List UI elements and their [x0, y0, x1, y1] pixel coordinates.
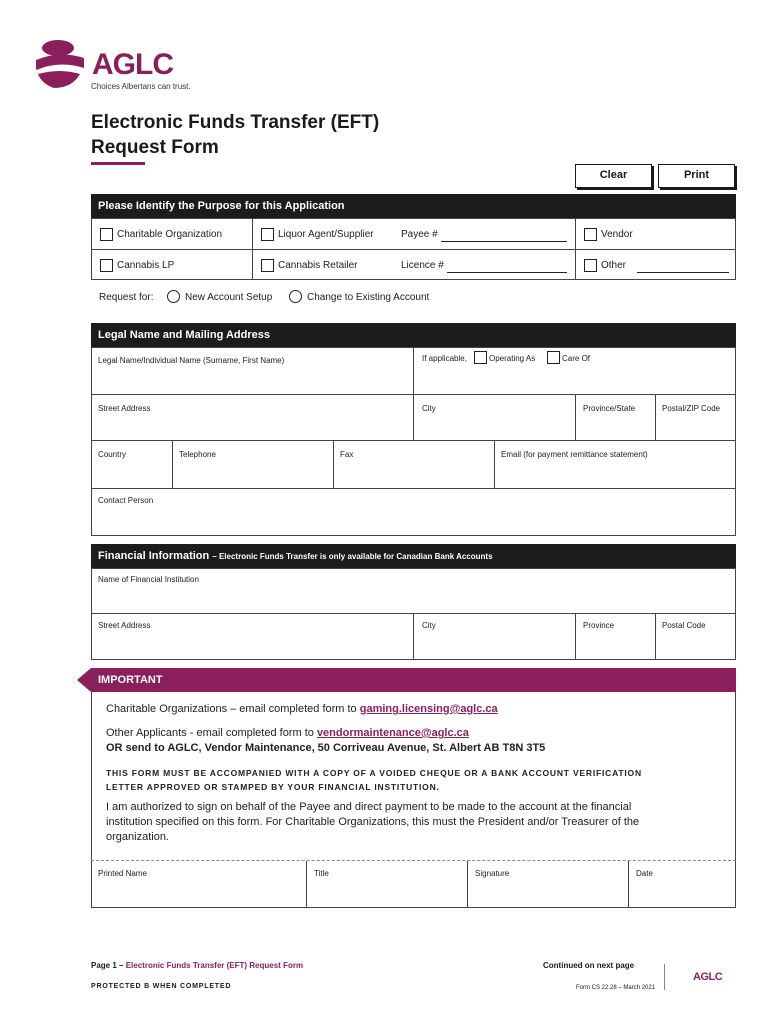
footer-form-name: Electronic Funds Transfer (EFT) Request Form: [125, 961, 304, 970]
bank-postal-code-field[interactable]: Postal Code: [662, 621, 706, 630]
authorization-statement: [106, 800, 639, 845]
legal-section-header: Legal Name and Mailing Address: [91, 323, 736, 347]
contact-person-field[interactable]: Contact Person: [98, 496, 154, 505]
liquor-agent-label: Liquor Agent/Supplier: [278, 229, 374, 240]
aglc-logo-icon: [32, 38, 88, 90]
change-account-label: Change to Existing Account: [307, 292, 430, 303]
licence-number-field[interactable]: [447, 272, 567, 273]
purpose-section-header: Please Identify the Purpose for this Application: [91, 194, 736, 218]
care-of-label: Care Of: [562, 354, 591, 363]
other-instruction: [106, 726, 469, 741]
notice-line-1: THIS FORM MUST BE ACCOMPANIED WITH A COPY OF A VOIDED CHEQUE OR A BANK ACCOUNT VERIFICATION: [106, 768, 642, 778]
vendor-checkbox[interactable]: [584, 228, 597, 241]
bank-province-field[interactable]: Province: [583, 621, 615, 630]
voided-cheque-notice: [106, 766, 642, 794]
notice-line-2: LETTER APPROVED OR STAMPED BY YOUR FINANCIAL INSTITUTION.: [106, 782, 440, 792]
title-underline: [91, 162, 145, 165]
cannabis-retailer-checkbox[interactable]: [261, 259, 274, 272]
divider: [333, 440, 334, 488]
date-field[interactable]: Date: [636, 869, 653, 878]
financial-section-header: [91, 544, 736, 568]
logo-tagline: Choices Albertans can trust.: [91, 82, 191, 91]
other-instruction-text: Other Applicants - email completed form to: [106, 727, 314, 739]
change-account-radio[interactable]: [289, 290, 302, 303]
continued-label: Continued on next page: [543, 961, 635, 970]
divider: [467, 861, 468, 908]
divider: [494, 440, 495, 488]
divider: [413, 613, 414, 660]
mail-instruction: [106, 741, 545, 756]
title-field[interactable]: Title: [314, 869, 329, 878]
divider: [92, 440, 735, 441]
divider: [92, 249, 735, 250]
signature-grid: [91, 860, 736, 908]
postal-zip-field[interactable]: Postal/ZIP Code: [662, 404, 721, 413]
gaming-licensing-email-link[interactable]: gaming.licensing@aglc.ca: [359, 703, 498, 715]
clear-button[interactable]: Clear: [575, 164, 652, 188]
page-title: [91, 110, 379, 160]
country-field[interactable]: Country: [98, 450, 127, 459]
vendor-maintenance-email-link[interactable]: vendormaintenance@aglc.ca: [316, 727, 469, 739]
fax-field[interactable]: Fax: [340, 450, 354, 459]
liquor-agent-checkbox[interactable]: [261, 228, 274, 241]
new-account-label: New Account Setup: [185, 292, 273, 303]
footer-divider: [664, 964, 665, 990]
charitable-instruction-text: Charitable Organizations – email completed form to: [106, 703, 357, 715]
other-checkbox[interactable]: [584, 259, 597, 272]
important-panel: [91, 692, 736, 860]
divider: [655, 394, 656, 440]
new-account-radio[interactable]: [167, 290, 180, 303]
divider: [92, 488, 735, 489]
request-for-label: Request for:: [99, 292, 154, 303]
purpose-grid: [91, 218, 736, 280]
financial-institution-field[interactable]: Name of Financial Institution: [98, 575, 199, 584]
divider: [306, 861, 307, 908]
financial-grid: [91, 568, 736, 660]
cannabis-lp-checkbox[interactable]: [100, 259, 113, 272]
if-applicable-label: If applicable,: [422, 354, 467, 363]
care-of-checkbox[interactable]: [547, 351, 560, 364]
other-label: Other: [601, 260, 627, 271]
province-state-field[interactable]: Province/State: [583, 404, 636, 413]
financial-header-note: – Electronic Funds Transfer is only available for Canadian Bank Accounts: [212, 552, 493, 561]
divider: [172, 440, 173, 488]
bank-city-field[interactable]: City: [422, 621, 436, 630]
divider: [575, 219, 576, 280]
street-address-field[interactable]: Street Address: [98, 404, 151, 413]
protected-label: PROTECTED B WHEN COMPLETED: [91, 983, 232, 990]
printed-name-field[interactable]: Printed Name: [98, 869, 147, 878]
footer-logo: AGLC: [693, 971, 723, 983]
signature-field[interactable]: Signature: [475, 869, 510, 878]
or-label: OR: [106, 742, 123, 754]
logo-wordmark: AGLC: [92, 48, 173, 81]
title-line-2: Request Form: [91, 137, 219, 158]
bank-street-address-field[interactable]: Street Address: [98, 621, 151, 630]
authorization-line-1: I am authorized to sign on behalf of the Payee and direct payment to be made to the account at the financial: [106, 801, 632, 813]
operating-as-label: Operating As: [489, 354, 536, 363]
financial-header-title: Financial Information: [98, 550, 210, 562]
important-header: IMPORTANT: [91, 668, 736, 692]
cannabis-lp-label: Cannabis LP: [117, 260, 175, 271]
telephone-field[interactable]: Telephone: [179, 450, 216, 459]
legal-grid: [91, 347, 736, 536]
divider: [655, 613, 656, 660]
payee-number-field[interactable]: [441, 241, 567, 242]
mail-address: send to AGLC, Vendor Maintenance, 50 Corriveau Avenue, St. Albert AB T8N 3T5: [125, 742, 546, 754]
other-field[interactable]: [637, 272, 729, 273]
print-button[interactable]: Print: [658, 164, 735, 188]
footer-page-label: [91, 961, 303, 970]
charitable-checkbox[interactable]: [100, 228, 113, 241]
charitable-label: Charitable Organization: [117, 229, 223, 240]
licence-label: Licence #: [401, 260, 444, 271]
divider: [628, 861, 629, 908]
legal-name-field[interactable]: Legal Name/Individual Name (Surname, First Name): [98, 356, 285, 365]
footer-page-number: Page 1 –: [91, 961, 124, 970]
city-field[interactable]: City: [422, 404, 436, 413]
divider: [575, 394, 576, 440]
divider: [575, 613, 576, 660]
payee-label: Payee #: [401, 229, 438, 240]
important-arrow-icon: [77, 668, 91, 692]
form-code-label: Form CS 22.28 – March 2021: [576, 985, 656, 991]
divider: [413, 348, 414, 440]
cannabis-retailer-label: Cannabis Retailer: [278, 260, 358, 271]
authorization-line-2: institution specified on this form. For Charitable Organizations, this must the President and/or Treasurer of the: [106, 816, 640, 828]
divider: [252, 219, 253, 280]
operating-as-checkbox[interactable]: [474, 351, 487, 364]
email-field[interactable]: Email (for payment remittance statement): [501, 450, 648, 459]
title-line-1: Electronic Funds Transfer (EFT): [91, 112, 380, 133]
charitable-instruction: [106, 702, 498, 717]
vendor-label: Vendor: [601, 229, 633, 240]
authorization-line-3: organization.: [106, 831, 169, 843]
